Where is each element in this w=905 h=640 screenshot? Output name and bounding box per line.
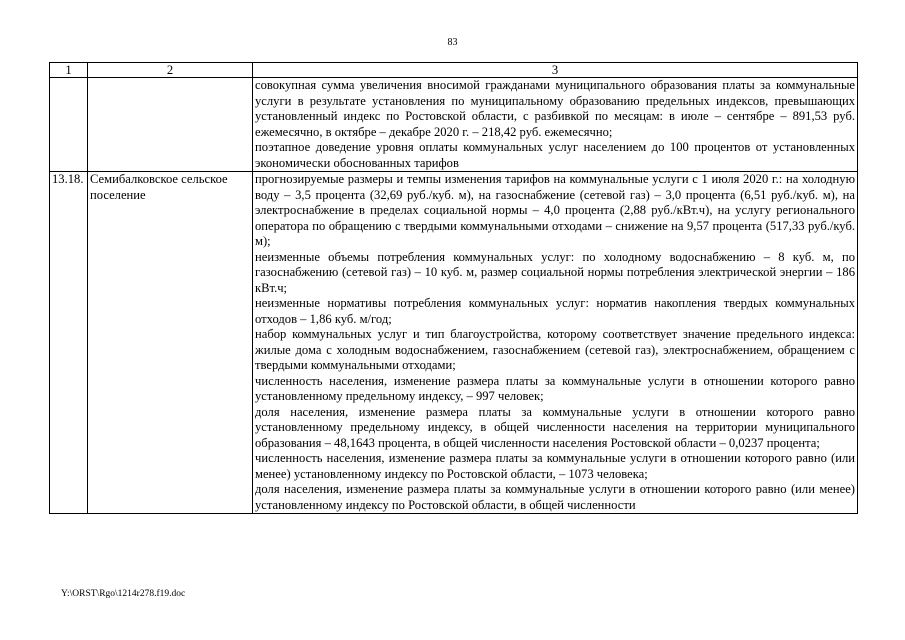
table-header-row — [50, 63, 858, 78]
paragraph: неизменные нормативы потребления коммунальных услуг: норматив накопления твердых коммунальных отходов – 1,86 куб. м/год; — [255, 296, 855, 326]
table-row — [50, 78, 858, 172]
paragraph: численность населения, изменение размера платы за коммунальные услуги в отношении которого равно установленному предельному индексу, – 997 человек; — [255, 373, 855, 403]
row-number: 13.18. — [50, 172, 88, 514]
paragraph: совокупная сумма увеличения вносимой гражданами муниципального образования платы за коммунальные услуги в результате установления по муниципальному образованию предельных индексов, превышающих установленный индекс по Ростовской области, с разбивкой по месяцам: в июле – сентябре – 891,53 руб. ежемесячно, в октябре – декабре 2020 г. – 218,42 руб. ежемесячно; — [255, 78, 855, 139]
footer-file-path: Y:\ORST\Rgo\1214r278.f19.doc — [61, 589, 186, 599]
column-header-3: 3 — [253, 63, 858, 78]
page-number: 83 — [447, 37, 458, 48]
paragraph: доля населения, изменение размера платы за коммунальные услуги в отношении которого равно установленному предельному индексу, в общей численности населения на территории муниципального образования – 48,1643 процента, в общей численности населения Ростовской области – 0,0237 процента; — [255, 404, 855, 450]
municipality-name: Семибалковское сельское поселение — [88, 172, 253, 514]
paragraph: прогнозируемые размеры и темпы изменения тарифов на коммунальные услуги с 1 июля 2020 г.: на холодную воду – 3,5 процента (32,69 руб./куб. м), на газоснабжение (сетевой газ) – 3,0 процента (6,51 руб./куб. м), на электроснабжение в пределах социальной нормы – 4,0 процента (2,88 руб./кВт.ч), на услугу регионального оператора по обращению с твердыми коммунальными отходами – снижение на 9,57 процента (517,33 руб./куб. м); — [255, 172, 855, 248]
paragraph: доля населения, изменение размера платы за коммунальные услуги в отношении которого равно (или менее) установленному индексу по Ростовской области, в общей численности — [255, 482, 855, 512]
column-header-1: 1 — [50, 63, 88, 78]
document-table — [49, 62, 858, 514]
row-number — [50, 78, 88, 172]
column-header-2: 2 — [88, 63, 253, 78]
municipality-name — [88, 78, 253, 172]
paragraph: численность населения, изменение размера платы за коммунальные услуги в отношении которого равно (или менее) установленному индексу по Ростовской области, – 1073 человека; — [255, 451, 855, 481]
row-description — [253, 172, 858, 514]
paragraph: неизменные объемы потребления коммунальных услуг: по холодному водоснабжению – 8 куб. м, по газоснабжению (сетевой газ) – 10 куб. м, размер социальной нормы потребления электрической энергии – 186 кВт.ч; — [255, 249, 855, 295]
paragraph: поэтапное доведение уровня оплаты коммунальных услуг населением до 100 процентов от установленных экономически обоснованных тарифов — [255, 140, 855, 170]
row-description — [253, 78, 858, 172]
paragraph: набор коммунальных услуг и тип благоустройства, которому соответствует значение предельного индекса: жилые дома с холодным водоснабжением, газоснабжением (сетевой газ), электроснабжением, обращением с твердыми коммунальными отходами; — [255, 327, 855, 372]
table-row — [50, 172, 858, 514]
